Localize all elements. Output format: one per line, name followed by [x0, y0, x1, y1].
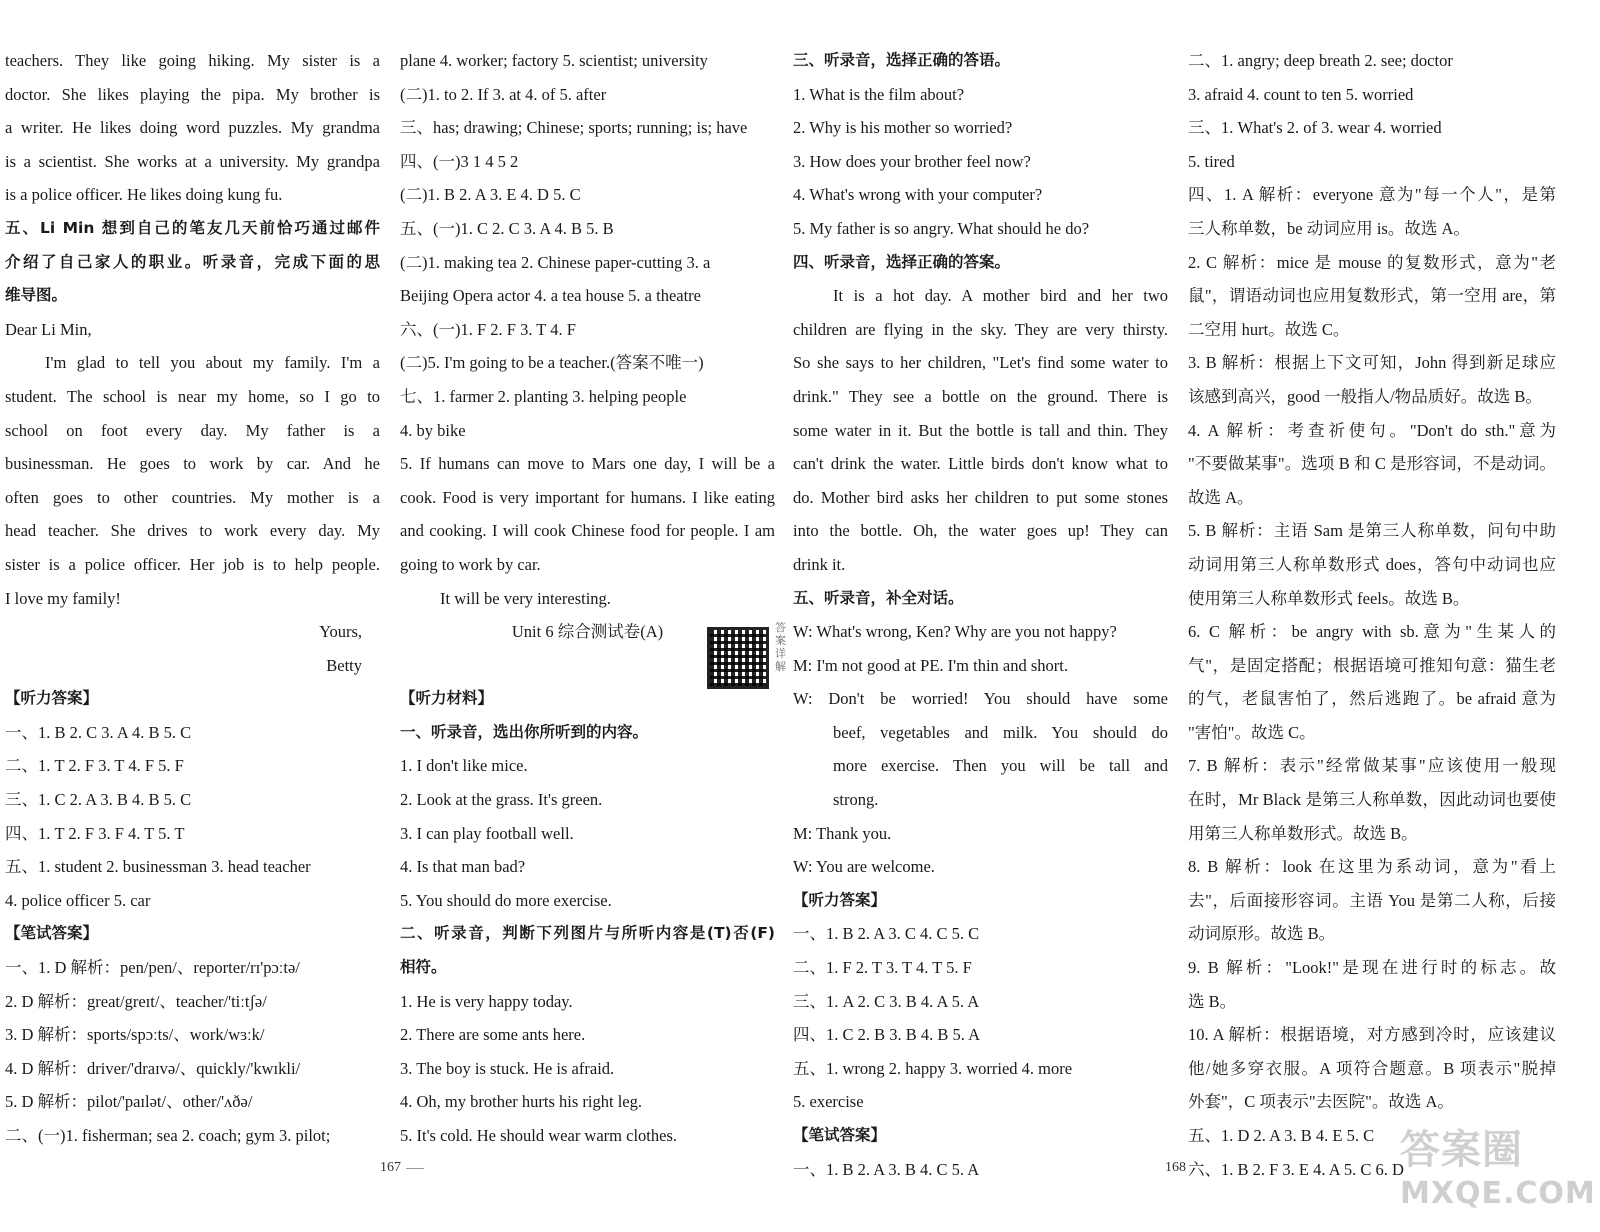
- text-line: 三、1. C 2. A 3. B 4. B 5. C: [5, 790, 192, 810]
- text-line: 介绍了自己家人的职业。听录音，完成下面的思: [5, 252, 380, 271]
- text-line: 2. There are some ants here.: [400, 1025, 586, 1045]
- text-line: student. The school is near my home, so I go to: [5, 386, 380, 406]
- text-line: cook. Food is very important for humans. I like eating: [400, 487, 775, 507]
- text-line: into the bottle. Oh, the water goes up! They can: [793, 521, 1168, 541]
- text-line: It will be very interesting.: [440, 588, 611, 608]
- text-line: and cooking. I will cook Chinese food for people. I am: [400, 521, 775, 541]
- text-line: 5. It's cold. He should wear warm clothes.: [400, 1126, 677, 1145]
- text-line: 5. tired: [1188, 151, 1235, 171]
- text-line: 一、1. B 2. C 3. A 4. B 5. C: [5, 722, 192, 742]
- text-line: 四、1. C 2. B 3. B 4. B 5. A: [793, 1025, 981, 1045]
- text-line: (二)1. to 2. If 3. at 4. of 5. after: [400, 84, 607, 104]
- text-line: 4. A 解析：考查祈使句。"Don't do sth."意为: [1188, 420, 1556, 440]
- text-line: a writer. He likes doing word puzzles. My grandma: [5, 118, 380, 138]
- text-line: W: Don't be worried! You should have some: [793, 689, 1168, 709]
- text-line: 二、1. F 2. T 3. T 4. T 5. F: [793, 958, 972, 978]
- text-line: 在时，Mr Black 是第三人称单数，因此动词也要使: [1188, 790, 1556, 810]
- text-line: 三、听录音，选择正确的答语。: [793, 51, 1011, 69]
- text-line: is a police officer. He likes doing kung fu.: [5, 185, 283, 205]
- page-number-left: 167: [380, 1160, 401, 1175]
- text-line: (二)5. I'm going to be a teacher.(答案不唯一): [400, 353, 704, 373]
- text-line: Unit 6 综合测试卷(A): [511, 622, 664, 642]
- text-line: I love my family!: [5, 588, 121, 608]
- watermark-url: MXQE.COM: [1400, 1176, 1596, 1211]
- text-line: "不要做某事"。选项 B 和 C 是形容词，不是动词。: [1188, 454, 1556, 474]
- text-line: sister is a police officer. Her job is to help people.: [5, 554, 380, 574]
- text-line: 动词原形。故选 B。: [1188, 924, 1336, 944]
- text-line: 【笔试答案】: [5, 924, 99, 943]
- text-line: 5. If humans can move to Mars one day, I will be a: [400, 454, 775, 474]
- text-line: 3. The boy is stuck. He is afraid.: [400, 1058, 615, 1078]
- text-line: 二、听录音，判断下列图片与所听内容是(T)否(F): [400, 924, 775, 943]
- text-line: 三、has; drawing; Chinese; sports; running; is; have: [400, 118, 748, 138]
- text-line: 三、1. A 2. C 3. B 4. A 5. A: [793, 991, 980, 1011]
- text-line: 1. What is the film about?: [793, 84, 965, 104]
- qr-code[interactable]: [707, 627, 769, 689]
- text-line: 四、(一)3 1 4 5 2: [400, 151, 519, 171]
- text-line: 5. D 解析：pilot/'paɪlət/、other/'ʌðə/: [5, 1092, 253, 1112]
- text-line: 二、1. T 2. F 3. T 4. F 5. F: [5, 756, 184, 776]
- text-line: 去"，后面接形容词。主语 You 是第二人称，后接: [1188, 890, 1556, 910]
- text-line: 一、1. D 解析：pen/pen/、reporter/rɪ'pɔːtə/: [5, 958, 300, 978]
- text-line: 动词用第三人称单数形式 does，答句中动词也应: [1188, 554, 1556, 574]
- text-line: plane 4. worker; factory 5. scientist; university: [400, 51, 708, 70]
- text-line: strong.: [833, 790, 879, 810]
- column-4: [1188, 44, 1556, 1186]
- text-line: 10. A 解析：根据语境，对方感到冷时，应该建议: [1188, 1025, 1556, 1045]
- text-line: 四、1. A 解析：everyone 意为"每一个人"，是第: [1188, 185, 1556, 205]
- text-line: businessman. He goes to work by car. And he: [5, 454, 380, 474]
- text-line: 4. What's wrong with your computer?: [793, 185, 1043, 205]
- text-line: 二、1. angry; deep breath 2. see; doctor: [1188, 51, 1453, 70]
- text-line: 五、听录音，补全对话。: [793, 588, 964, 607]
- text-line: 3. How does your brother feel now?: [793, 151, 1031, 171]
- column-3: [793, 44, 1168, 1186]
- text-line: 三人称单数，be 动词应用 is。故选 A。: [1188, 218, 1470, 238]
- text-line: 7. B 解析：表示"经常做某事"应该使用一般现: [1188, 756, 1556, 776]
- text-line: 5. exercise: [793, 1092, 864, 1112]
- text-line: 2. D 解析：great/greɪt/、teacher/'tiːtʃə/: [5, 991, 267, 1011]
- text-line: 相符。: [400, 958, 447, 977]
- text-line: 4. police officer 5. car: [5, 890, 151, 910]
- text-line: 气"，是固定搭配；根据语境可推知句意：猫生老: [1188, 655, 1556, 675]
- text-line: Dear Li Min,: [5, 319, 92, 339]
- text-line: drink." They see a bottle on the ground. There is: [793, 386, 1168, 406]
- text-line: 【笔试答案】: [793, 1126, 887, 1144]
- text-line: 8. B 解析：look 在这里为系动词，意为"看上: [1188, 857, 1556, 877]
- text-line: 2. Look at the grass. It's green.: [400, 790, 603, 810]
- text-line: beef, vegetables and milk. You should do: [833, 722, 1168, 742]
- text-line: 他/她多穿衣服。A 项符合题意。B 项表示"脱掉: [1188, 1058, 1556, 1078]
- text-line: is a scientist. She works at a university. My grandpa: [5, 151, 380, 171]
- text-line: M: Thank you.: [793, 823, 892, 843]
- text-line: 5. You should do more exercise.: [400, 890, 612, 910]
- text-line: "害怕"。故选 C。: [1188, 722, 1316, 742]
- text-line: Betty: [326, 655, 362, 675]
- text-line: 五、(一)1. C 2. C 3. A 4. B 5. B: [400, 218, 614, 238]
- text-line: 3. afraid 4. count to ten 5. worried: [1188, 84, 1414, 104]
- text-line: 2. C 解析：mice 是 mouse 的复数形式，意为"老: [1188, 252, 1556, 272]
- text-line: 4. Oh, my brother hurts his right leg.: [400, 1092, 642, 1112]
- text-line: 该感到高兴，good 一般指人/物品质好。故选 B。: [1188, 386, 1542, 406]
- qr-label: 答案详解: [775, 622, 786, 673]
- text-line: 4. by bike: [400, 420, 466, 440]
- text-line: 2. Why is his mother so worried?: [793, 118, 1013, 138]
- text-line: 维导图。: [5, 286, 68, 305]
- text-line: teachers. They like going hiking. My sister is a: [5, 51, 380, 70]
- text-line: Yours,: [319, 622, 362, 642]
- text-line: 用第三人称单数形式。故选 B。: [1188, 823, 1418, 843]
- text-line: 1. I don't like mice.: [400, 756, 528, 776]
- text-line: 故选 A。: [1188, 487, 1254, 507]
- text-line: 一、1. B 2. A 3. B 4. C 5. A: [793, 1159, 980, 1179]
- text-line: 二空用 hurt。故选 C。: [1188, 319, 1350, 339]
- text-line: 4. D 解析：driver/'draɪvə/、quickly/'kwɪkli/: [5, 1058, 301, 1078]
- text-line: can't drink the water. Little birds don't know what to: [793, 454, 1168, 474]
- text-line: more exercise. Then you will be tall and: [833, 756, 1168, 776]
- text-line: 四、1. T 2. F 3. F 4. T 5. T: [5, 823, 185, 843]
- text-line: 5. B 解析：主语 Sam 是第三人称单数，问句中助: [1188, 521, 1556, 541]
- text-line: (二)1. B 2. A 3. E 4. D 5. C: [400, 185, 581, 205]
- text-line: 3. D 解析：sports/spɔːts/、work/wɜːk/: [5, 1025, 265, 1045]
- text-line: often goes to other countries. My mother is a: [5, 487, 380, 507]
- text-line: doctor. She likes playing the pipa. My brother is: [5, 84, 380, 104]
- text-line: W: You are welcome.: [793, 857, 935, 877]
- text-line: 1. He is very happy today.: [400, 991, 573, 1011]
- column-2: [400, 44, 775, 1153]
- text-line: 七、1. farmer 2. planting 3. helping people: [400, 386, 687, 406]
- column-1: [5, 44, 380, 1153]
- text-line: 四、听录音，选择正确的答案。: [793, 252, 1011, 271]
- text-line: 【听力材料】: [400, 689, 494, 708]
- text-line: 3. B 解析：根据上下文可知，John 得到新足球应: [1188, 353, 1556, 373]
- text-line: It is a hot day. A mother bird and her two: [833, 286, 1168, 306]
- text-line: 五、1. student 2. businessman 3. head teacher: [5, 857, 311, 877]
- text-line: 五、1. D 2. A 3. B 4. E 5. C: [1188, 1126, 1375, 1145]
- text-line: school on foot every day. My father is a: [5, 420, 380, 440]
- text-line: 六、1. B 2. F 3. E 4. A 5. C 6. D: [1188, 1159, 1404, 1179]
- text-line: 六、(一)1. F 2. F 3. T 4. F: [400, 319, 576, 339]
- text-line: 【听力答案】: [5, 689, 99, 708]
- text-line: 3. I can play football well.: [400, 823, 574, 843]
- text-line: 二、(一)1. fisherman; sea 2. coach; gym 3. pilot;: [5, 1126, 331, 1145]
- text-line: 一、1. B 2. A 3. C 4. C 5. C: [793, 924, 980, 944]
- text-line: some water in it. But the bottle is tall and thin. They: [793, 420, 1168, 440]
- page-number-right: 168: [1165, 1160, 1186, 1175]
- text-line: head teacher. She drives to work every day. My: [5, 521, 380, 541]
- text-line: M: I'm not good at PE. I'm thin and short.: [793, 655, 1068, 675]
- watermark-text: 答案圈: [1400, 1127, 1523, 1173]
- text-line: 6. C 解析：be angry with sb.意为"生某人的: [1188, 622, 1556, 642]
- text-line: 9. B 解析："Look!"是现在进行时的标志。故: [1188, 958, 1556, 978]
- watermark-logo: [1400, 1128, 1596, 1216]
- text-line: 4. Is that man bad?: [400, 857, 526, 877]
- text-line: 选 B。: [1188, 991, 1237, 1011]
- page-divider-left: [406, 1168, 424, 1169]
- text-line: 三、1. What's 2. of 3. wear 4. worried: [1188, 118, 1442, 138]
- text-line: 一、听录音，选出你所听到的内容。: [400, 722, 649, 741]
- text-line: (二)1. making tea 2. Chinese paper-cutting 3. a: [400, 252, 711, 272]
- text-line: 鼠"，谓语动词也应用复数形式，第一空用 are，第: [1188, 286, 1556, 306]
- text-line: 外套"，C 项表示"去医院"。故选 A。: [1188, 1092, 1454, 1112]
- text-line: 五、Li Min 想到自己的笔友几天前恰巧通过邮件: [5, 218, 380, 237]
- text-line: 的气，老鼠害怕了，然后逃跑了。be afraid 意为: [1188, 689, 1556, 709]
- text-line: 【听力答案】: [793, 890, 887, 909]
- text-line: children are flying in the sky. They are very thirsty.: [793, 319, 1168, 339]
- text-line: Beijing Opera actor 4. a tea house 5. a theatre: [400, 286, 701, 306]
- text-line: W: What's wrong, Ken? Why are you not happy?: [793, 622, 1117, 642]
- text-line: 使用第三人称单数形式 feels。故选 B。: [1188, 588, 1470, 608]
- text-line: I'm glad to tell you about my family. I'm a: [45, 353, 380, 373]
- text-line: 五、1. wrong 2. happy 3. worried 4. more: [793, 1058, 1073, 1078]
- text-line: going to work by car.: [400, 554, 541, 574]
- text-line: drink it.: [793, 554, 846, 574]
- text-line: 5. My father is so angry. What should he do?: [793, 218, 1090, 238]
- text-line: So she says to her children, "Let's find some water to: [793, 353, 1168, 373]
- text-line: do. Mother bird asks her children to put some stones: [793, 487, 1168, 507]
